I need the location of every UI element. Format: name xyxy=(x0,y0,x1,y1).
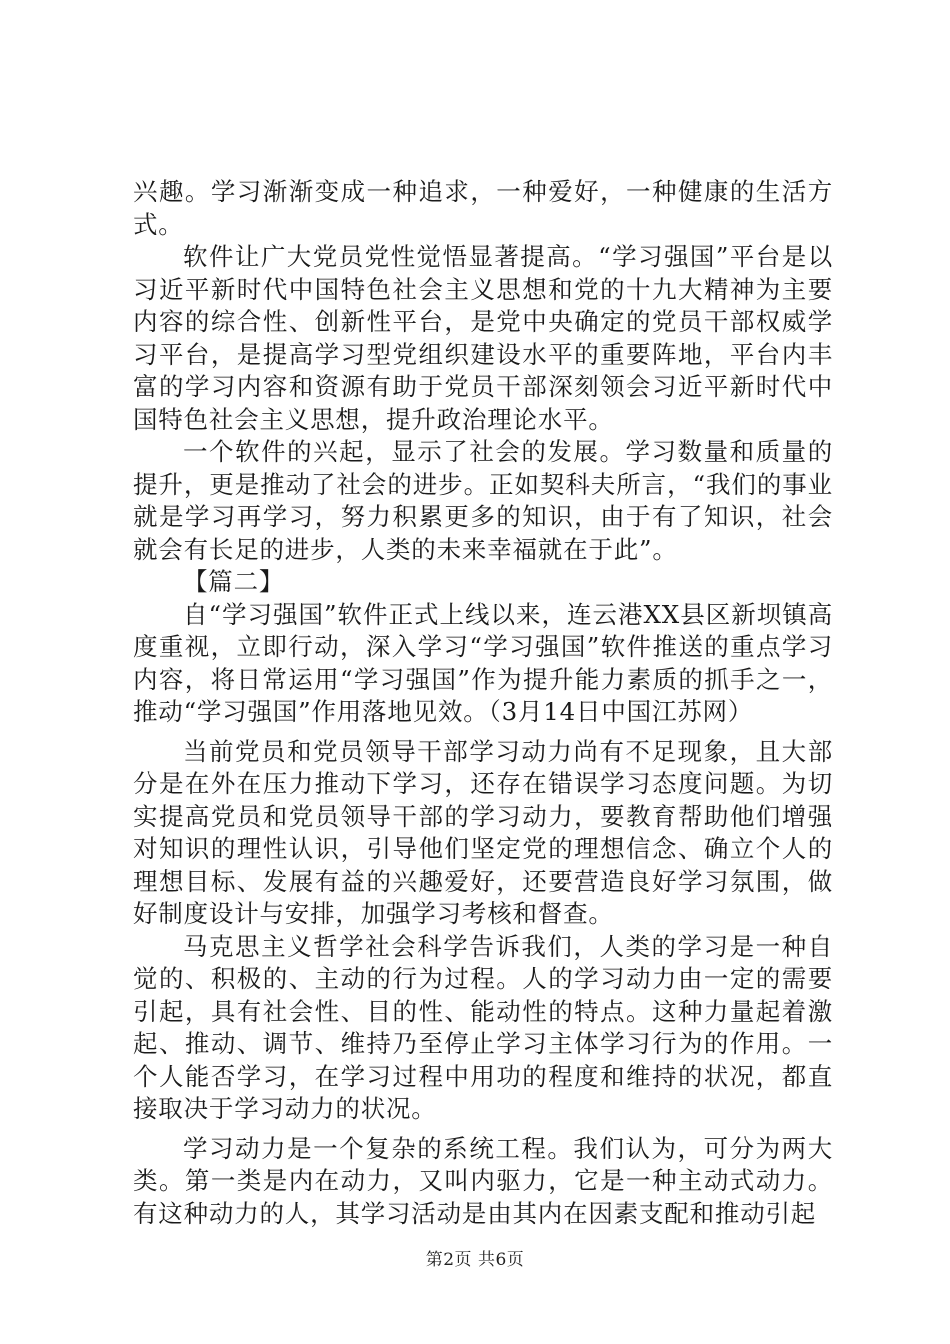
section-heading: 【篇二】 xyxy=(183,567,285,596)
paragraph-7: 学习动力是一个复杂的系统工程。我们认为，可分为两大类。第一类是内在动力，又叫内驱力，它是一种主动式动力。有这种动力的人，其学习活动是由其内在因素支配和推动引起 xyxy=(133,1133,833,1228)
paragraph-6: 马克思主义哲学社会科学告诉我们，人类的学习是一种自觉的、积极的、主动的行为过程。人的学习动力由一定的需要引起，具有社会性、目的性、能动性的特点。这种力量起着激起、推动、调节、维持乃至停止学习主体学习行为的作用。一个人能否学习，在学习过程中用功的程度和维持的状况，都直接取决于学习动力的状况。 xyxy=(133,931,833,1123)
paragraph-5: 当前党员和党员领导干部学习动力尚有不足现象，且大部分是在外在压力推动下学习，还存在错误学习态度问题。为切实提高党员和党员领导干部的学习动力，要教育帮助他们增强对知识的理性认识，引导他们坚定党的理想信念、确立个人的理想目标、发展有益的兴趣爱好，还要营造良好学习氛围，做好制度设计与安排，加强学习考核和督查。 xyxy=(133,736,833,928)
document-body xyxy=(133,176,833,1230)
paragraph-2: 软件让广大党员党性觉悟显著提高。“学习强国”平台是以习近平新时代中国特色社会主义思想和党的十九大精神为主要内容的综合性、创新性平台，是党中央确定的党员干部权威学习平台，是提高学习型党组织建设水平的重要阵地，平台内丰富的学习内容和资源有助于党员干部深刻领会习近平新时代中国特色社会主义思想，提升政治理论水平。 xyxy=(133,242,833,434)
page-number-footer: 第2页 共6页 xyxy=(425,1250,525,1270)
paragraph-1: 兴趣。学习渐渐变成一种追求，一种爱好，一种健康的生活方式。 xyxy=(133,177,833,239)
paragraph-3: 一个软件的兴起，显示了社会的发展。学习数量和质量的提升，更是推动了社会的进步。正如契科夫所言，“我们的事业就是学习再学习，努力积累更多的知识，由于有了知识，社会就会有长足的进步，人类的未来幸福就在于此”。 xyxy=(133,437,833,564)
paragraph-4: 自“学习强国”软件正式上线以来，连云港XX县区新坝镇高度重视，立即行动，深入学习“学习强国”软件推送的重点学习内容，将日常运用“学习强国”作为提升能力素质的抓手之一，推动“学习强国”作用落地见效。（3月14日中国江苏网） xyxy=(133,599,834,726)
